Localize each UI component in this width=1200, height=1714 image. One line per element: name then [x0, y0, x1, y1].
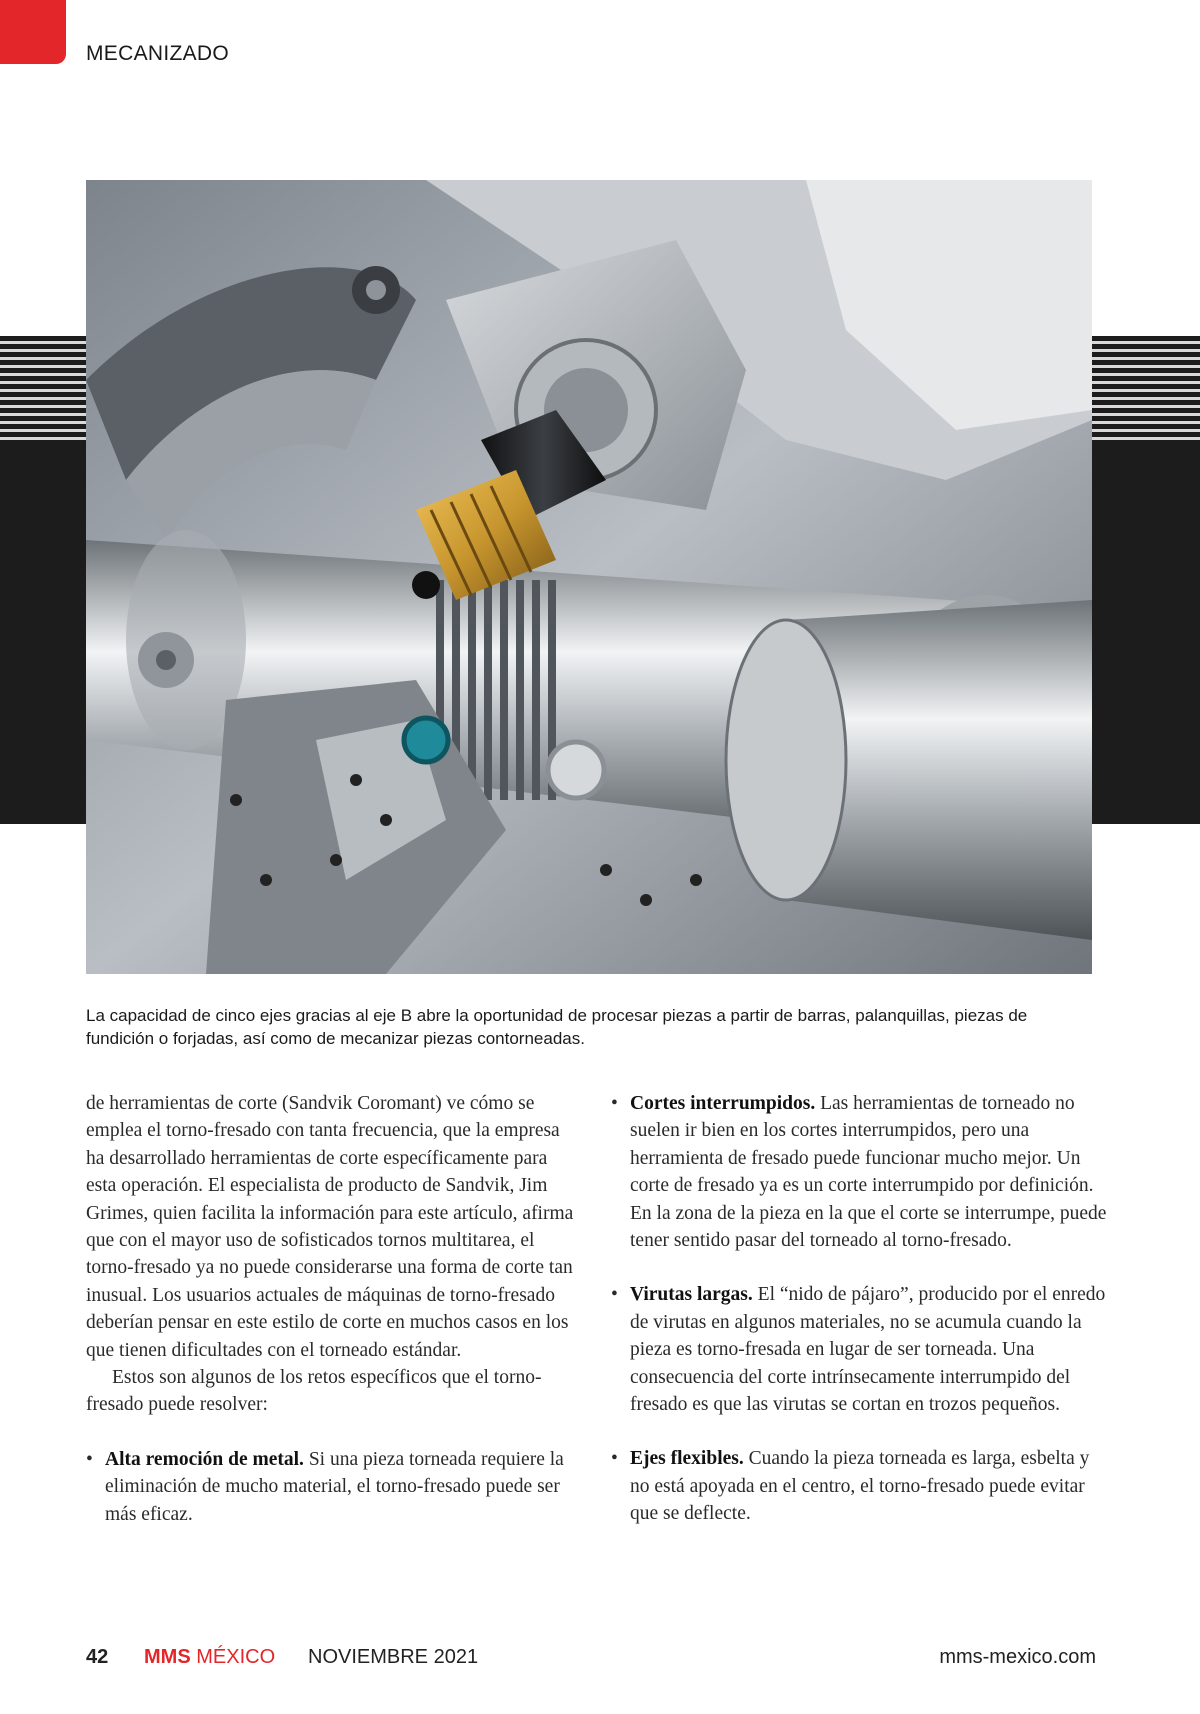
- bullet-marker: •: [611, 1448, 618, 1470]
- bullet-item: [611, 1281, 1111, 1418]
- brand-rest: MÉXICO: [190, 1646, 276, 1668]
- bullet-item: [611, 1445, 1111, 1527]
- decorative-side-bar-left: [0, 336, 86, 824]
- magazine-brand: [144, 1646, 275, 1669]
- article-column-left: [86, 1090, 574, 1528]
- photo-caption: La capacidad de cinco ejes gracias al eje B abre la oportunidad de procesar piezas a partir de barras, palanquillas, piezas de fundición o forjadas, así como de mecanizar piezas contorneadas.: [86, 1006, 1028, 1048]
- body-paragraph: de herramientas de corte (Sandvik Coromant) ve cómo se emplea el torno-fresado con tanta frecuencia, que la empresa ha desarrollado herramientas de corte específicamente para esta operación. El especialista de producto de Sandvik, Jim Grimes, quien facilita la información para este artículo, afirma que con el mayor uso de sofisticados tornos multitarea, el torno-fresado ya no puede considerarse una forma de corte tan inusual. Los usuarios actuales de máquinas de torno-fresado deberían pensar en este estilo de corte en muchos casos en los que tienen dificultades con el torneado estándar.: [86, 1093, 574, 1361]
- brand-bold: MMS: [144, 1646, 191, 1668]
- bullet-item: [611, 1090, 1111, 1254]
- article-column-right: [611, 1090, 1111, 1528]
- machine-illustration: [86, 180, 1092, 974]
- bullet-item: [86, 1446, 574, 1528]
- bullet-text: El “nido de pájaro”, producido por el enredo de virutas en algunos materiales, no se acumula cuando la pieza es torno-fresada en lugar de ser torneada. Una consecuencia del corte intrínsecamente interrumpido del fresado es que las virutas se cortan en trozos pequeños.: [630, 1284, 1106, 1416]
- section-label: MECANIZADO: [86, 42, 230, 65]
- bullet-text: Cuando la pieza torneada es larga, esbelta y no está apoyada en el centro, el torno-fresado puede evitar que se deflecte.: [630, 1448, 1090, 1525]
- bullet-marker: •: [611, 1093, 618, 1114]
- bullet-text: Si una pieza torneada requiere la eliminación de mucho material, el torno-fresado puede ser más eficaz.: [105, 1448, 564, 1525]
- bullet-title: Virutas largas.: [630, 1284, 753, 1306]
- bullet-marker: •: [86, 1448, 93, 1470]
- website-link[interactable]: mms-mexico.com: [939, 1646, 1096, 1668]
- decorative-side-bar-right: [1092, 336, 1200, 824]
- issue-date: NOVIEMBRE 2021: [308, 1646, 479, 1668]
- page-footer: [86, 1646, 1096, 1676]
- bullet-text: Las herramientas de torneado no suelen ir bien en los cortes interrumpidos, pero una herramienta de fresado puede funcionar mucho mejor. Un corte de fresado ya es un corte interrumpido por definición. En la zona de la pieza en la que el corte se interrumpe, puede tener sentido pasar del torneado al torno-fresado.: [630, 1093, 1107, 1252]
- bullet-title: Ejes flexibles.: [630, 1448, 744, 1470]
- bullet-marker: •: [611, 1284, 618, 1306]
- bullet-title: Alta remoción de metal.: [105, 1448, 304, 1470]
- article-photo: [86, 180, 1092, 974]
- section-color-tab: [0, 0, 66, 64]
- body-paragraph: Estos son algunos de los retos específicos que el torno-fresado puede resolver:: [86, 1367, 542, 1416]
- bullet-title: Cortes interrumpidos.: [630, 1093, 816, 1114]
- page-number: 42: [86, 1646, 109, 1668]
